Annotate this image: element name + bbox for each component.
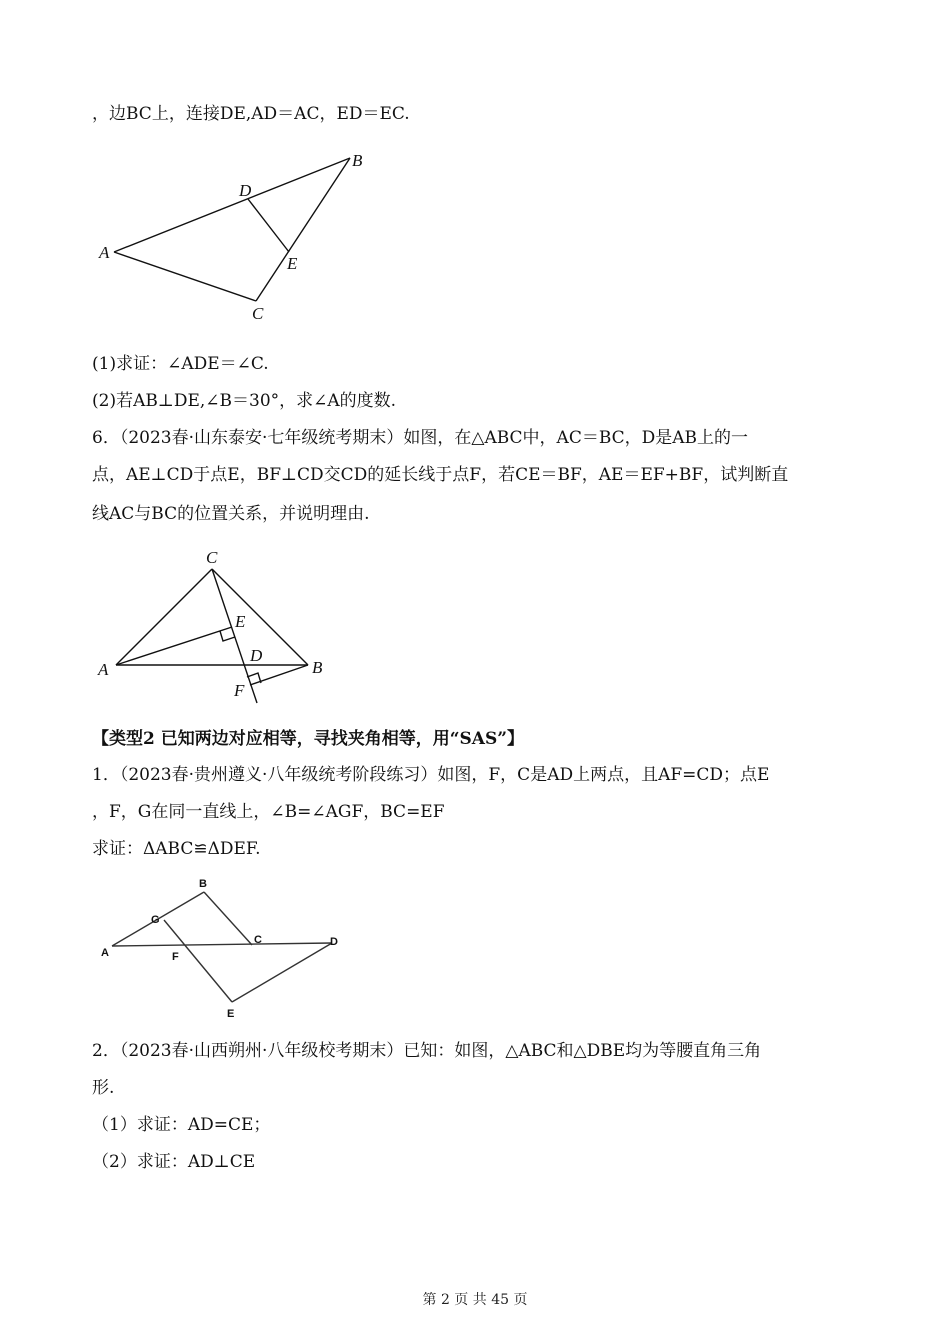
segment-ed [232,943,332,1002]
text-line-12: 形. [92,1078,115,1098]
label-e: E [235,612,246,631]
text-line-10: 求证：ΔABC≌ΔDEF. [92,839,261,859]
text-line-9: ，F，G在同一直线上，∠B=∠AGF，BC=EF [92,802,445,822]
label-e: E [227,1008,235,1020]
label-b: B [199,878,207,890]
segment-ac [114,252,256,301]
label-c: C [252,304,264,323]
figure-triangle-ade [92,145,382,330]
label-f: F [234,681,245,700]
label-a: A [99,243,110,262]
segment-ab [114,158,350,252]
segment-ae [116,627,232,665]
label-g: G [151,914,160,926]
text-line-11: 2．（2023春·山西朔州·八年级校考期末）已知：如图，△ABC和△DBE均为等腰直角三角 [92,1041,762,1061]
label-d: D [330,936,338,948]
label-a: A [98,660,109,679]
label-c: C [254,934,262,946]
page-footer: 第 2 页 共 45 页 [422,1292,528,1308]
segment-ac [116,569,212,665]
text-line-3: (2)若AB⊥DE,∠B＝30°，求∠A的度数. [92,391,397,411]
segment-de [248,199,289,252]
text-line-14: （2）求证：AD⊥CE [92,1152,256,1172]
label-b: B [312,658,323,677]
section-heading: 【类型2 已知两边对应相等，寻找夹角相等，用“SAS”】 [92,729,525,749]
segment-bc [204,892,252,945]
text-line-4: 6．（2023春·山东泰安·七年级统考期末）如图，在△ABC中，AC＝BC，D是AB上的一 [92,428,749,448]
segment-ad [112,943,332,946]
label-b: B [352,151,363,170]
text-line-5: 点，AE⊥CD于点E，BF⊥CD交CD的延长线于点F，若CE＝BF，AE＝EF+BF，试判断直 [92,465,789,485]
figure-triangle-abc-perpendicular [92,545,342,710]
text-line-6: 线AC与BC的位置关系，并说明理由. [92,504,370,524]
label-d: D [239,181,252,200]
label-c: C [206,548,218,567]
text-line-1: ，边BC上，连接DE,AD＝AC，ED＝EC. [92,104,410,124]
text-line-2: (1)求证：∠ADE＝∠C. [92,354,269,374]
text-line-8: 1．（2023春·贵州遵义·八年级统考阶段练习）如图，F，C是AD上两点，且AF=CD；点E [92,765,770,785]
figure-congruent-triangles [92,872,352,1022]
label-f: F [172,951,179,963]
label-a: A [101,947,109,959]
segment-bc [256,158,350,301]
label-e: E [287,254,298,273]
text-line-13: （1）求证：AD=CE； [92,1115,271,1135]
label-d: D [250,646,263,665]
